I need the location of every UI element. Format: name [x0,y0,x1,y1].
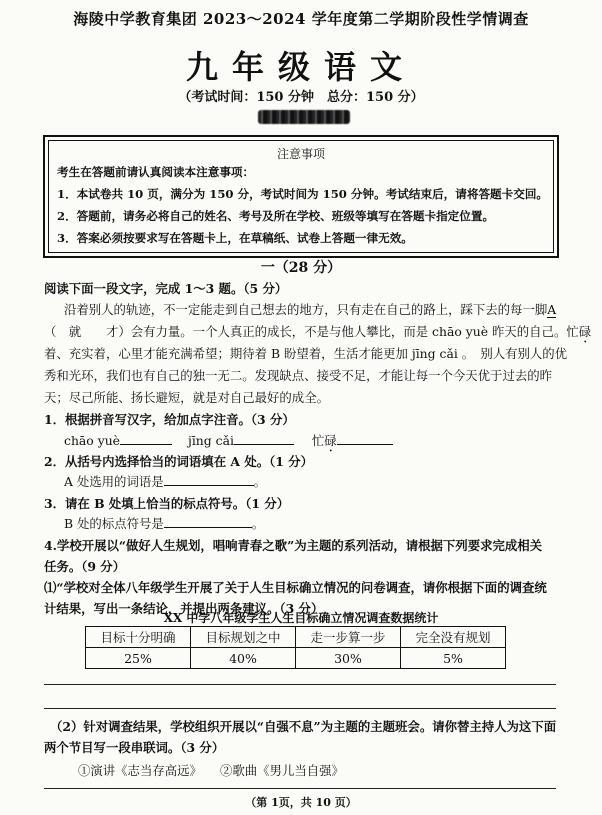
passage-line: （ 就 才）会有力量。一个人真正的成长，不是与他人攀比，而是 chāo yuè 昨天的自己。忙碌 [44,324,592,339]
question-3: 3．请在 B 处填上恰当的标点符号。（1 分） [44,496,290,511]
table-cell: 25% [86,648,191,669]
table-cell: 30% [296,648,401,669]
notice-box [43,135,559,258]
notice-line: 3．答案必须按要求写在答题卡上，在草稿纸、试卷上答题一律无效。 [57,231,413,245]
program-item: ②歌曲《男儿当自强》 [220,763,344,778]
answer-blank[interactable] [337,432,393,445]
question-4-sub2: 两个节目写一段串联词。（3 分） [44,740,225,755]
notice-line: 1．本试卷共 10 页，满分为 150 分，考试时间为 150 分钟。考试结束后，请将答题卡交回。 [57,187,549,201]
question-4-sub2: （2）针对调查结果，学校组织开展以“自强不息”为主题的主题班会。请你替主持人为这下面 [50,719,557,734]
table-cell: 40% [191,648,296,669]
table-title: XX 中学八年级学生人生目标确立情况调查数据统计 [163,611,439,625]
notice-title: 注意事项 [276,147,325,161]
question-4: 4.学校开展以“做好人生规划，唱响青春之歌”为主题的系列活动，请根据下列要求完成相关 [44,538,543,553]
redacted-mark [258,110,350,124]
question-1: 1．根据拼音写汉字，给加点字注音。（3 分） [44,412,295,427]
answer-blank[interactable] [164,473,254,486]
passage-line: 沿着别人的轨迹，不一定能走到自己想去的地方，只有走在自己的路上，踩下去的每一脚A [64,302,557,317]
passage-line: 着、充实着，心里才能充满希望；期待着 B 盼望着，生活才能更加 jīng cǎi 。 别人有别人的优 [44,346,568,361]
section-heading: 一（28 分） [260,260,342,276]
question-4-sub1: ⑴“学校对全体八年级学生开展了关于人生目标确立情况的问卷调查，请你根据下面的调查统 [44,580,547,595]
reading-instruction: 阅读下面一段文字，完成 1～3 题。（5 分） [44,281,288,296]
table-header: 目标规划之中 [191,627,296,648]
question-1-blanks: chāo yuè jīng cǎi 忙碌 [64,431,393,455]
exam-school-title: 海陵中学教育集团 2023～2024 学年度第二学期阶段性学情调查 [73,10,529,28]
exam-subject-title: 九年级语文 [185,48,416,86]
answer-blank[interactable] [120,432,172,445]
survey-table [85,626,506,669]
answer-line[interactable] [44,708,556,709]
table-cell: 5% [401,648,506,669]
question-4-sub1: 计结果，写出一条结论，并提出两条建议。（3 分） [44,601,324,616]
blank-a: A [547,302,557,317]
program-item: ①演讲《志当存高远》 [78,763,202,778]
table-header: 走一步算一步 [296,627,401,648]
question-2: 2．从括号内选择恰当的词语填在 A 处。（1 分） [44,454,314,469]
exam-time-score: （考试时间：150 分钟 总分：150 分） [178,90,424,105]
passage-line: 秀和光环，我们也有自己的独一无二。发现缺点、接受不足，才能让每一个今天优于过去的昨 [44,368,553,383]
answer-line[interactable] [44,788,556,789]
question-3-answer: B 处的标点符号是 。 [64,516,265,531]
passage-line: 天；尽己所能、扬长避短，就是对自己最好的成全。 [44,390,329,405]
question-2-answer: A 处选用的词语是 。 [64,474,267,489]
notice-line: 考生在答题前请认真阅读本注意事项： [57,165,255,179]
notice-line: 2．答题前，请务必将自己的姓名、考号及所在学校、班级等填写在答题卡指定位置。 [57,209,495,223]
page-number: （第 1页，共 10 页） [245,796,357,809]
answer-blank[interactable] [234,432,294,445]
answer-line[interactable] [44,684,556,685]
table-header: 完全没有规划 [401,627,506,648]
table-header: 目标十分明确 [86,627,191,648]
question-4: 任务。（9 分） [44,559,126,574]
answer-blank[interactable] [164,515,252,528]
